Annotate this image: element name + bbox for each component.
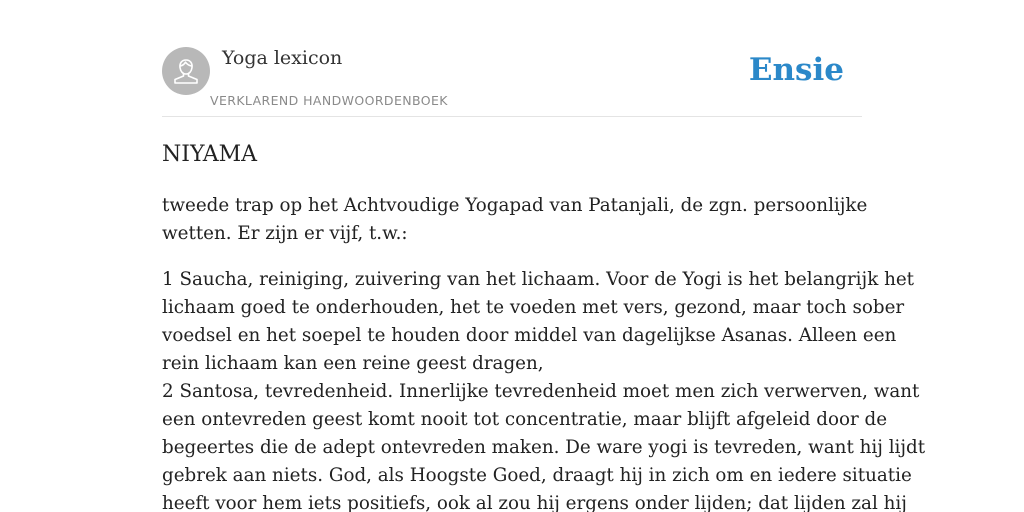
entry-text-line: lichaam goed te onderhouden, het te voeden met vers, gezond, maar toch sober	[162, 297, 905, 318]
entry-intro-line: tweede trap op het Achtvoudige Yogapad van Patanjali, de zgn. persoonlijke	[162, 195, 868, 216]
book-header	[162, 46, 862, 117]
entry-intro	[162, 192, 866, 248]
entry-text-line: voedsel en het soepel te houden door middel van dagelijkse Asanas. Alleen een	[162, 325, 897, 346]
entry-body	[162, 192, 926, 512]
entry-title: NIYAMA	[162, 142, 258, 167]
book-subtitle: VERKLAREND HANDWOORDENBOEK	[210, 93, 448, 108]
entry-text-line: 2 Santosa, tevredenheid. Innerlijke tevredenheid moet men zich verwerven, want	[162, 381, 920, 402]
book-title[interactable]: Yoga lexicon	[222, 47, 343, 69]
entry-text-line: begeertes die de adept ontevreden maken. De ware yogi is tevreden, want hij lijdt	[162, 437, 926, 458]
book-avatar[interactable]	[162, 47, 210, 95]
entry-intro-line: wetten. Er zijn er vijf, t.w.:	[162, 223, 408, 244]
entry-definition	[162, 266, 926, 512]
user-icon	[162, 47, 210, 95]
entry-text-line: heeft voor hem iets positiefs, ook al zou hij ergens onder lijden; dat lijden zal hij	[162, 493, 907, 512]
entry-text-line: 1 Saucha, reiniging, zuivering van het lichaam. Voor de Yogi is het belangrijk het	[162, 269, 915, 290]
ensie-logo[interactable]: Ensie	[748, 52, 844, 88]
entry-text-line: gebrek aan niets. God, als Hoogste Goed, draagt hij in zich om en iedere situatie	[162, 465, 912, 486]
entry-text-line: een ontevreden geest komt nooit tot concentratie, maar blijft afgeleid door de	[162, 409, 888, 430]
entry-text-line: rein lichaam kan een reine geest dragen,	[162, 353, 544, 374]
